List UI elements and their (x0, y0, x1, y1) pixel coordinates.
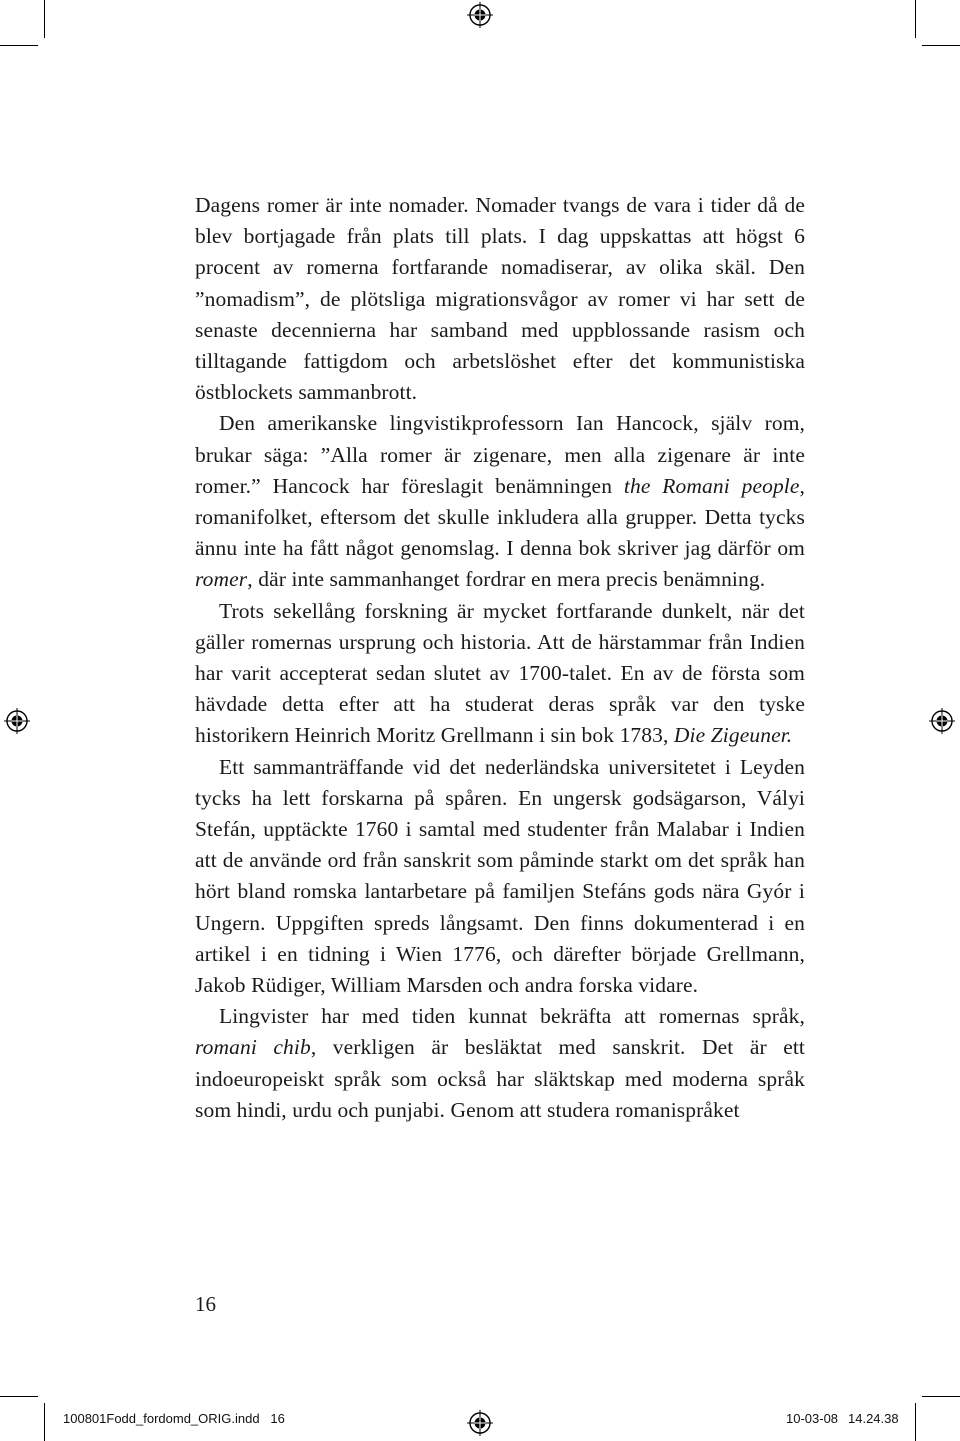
paragraph-1 (195, 190, 805, 408)
paragraph-text: Dagens romer är inte nomader. Nomader tvangs de vara i tider då de blev bortjagade från plats till plats. I dag uppskattas att högst 6 procent av romerna fortfarande nomadiserar, av olika skäl. Den ”nomadism”, de plötsliga migrationsvågor av romer vi har sett de senaste decennierna har samband med uppblossande rasism och tilltagande fattigdom och arbetslöshet efter det kommunistiska östblockets sammanbrott. (195, 193, 805, 405)
registration-mark-icon (467, 1410, 493, 1436)
registration-mark-icon (4, 708, 30, 734)
paragraph-2 (195, 408, 805, 595)
italic-term: romani chib (195, 1035, 311, 1060)
italic-book-title: Die Zigeuner. (673, 723, 793, 748)
body-text (195, 190, 805, 1126)
slug-filename: 100801Fodd_fordomd_ORIG.indd 16 (63, 1411, 285, 1426)
crop-mark-bottom-left (44, 1403, 45, 1441)
paragraph-3 (195, 596, 805, 752)
paragraph-text: Trots sekellång forskning är mycket fortfarande dunkelt, när det gäller romernas ursprung och historia. Att de härstammar från Indien har varit accepterat sedan slutet av 1700-talet. En av de första som hävdade detta efter att ha studerat deras språk var den tyske historikern Heinrich Moritz Grellmann i sin bok 1783, (195, 598, 805, 748)
crop-mark-bottom-right-h (922, 1396, 960, 1397)
crop-mark-top-left (44, 0, 45, 38)
crop-mark-top-left-h (0, 45, 38, 46)
registration-mark-icon (467, 2, 493, 28)
registration-mark-icon (929, 708, 955, 734)
page-number: 16 (195, 1292, 216, 1316)
crop-mark-bottom-left-h (0, 1396, 38, 1397)
paragraph-text: , där inte sammanhanget fordrar en mera precis benämning. (247, 567, 766, 592)
paragraph-text: , romanifolket, eftersom det skulle inkludera alla grupper. Detta tycks ännu inte ha fått något genomslag. I denna bok skriver jag därför om (195, 473, 805, 561)
paragraph-4 (195, 752, 805, 1002)
paragraph-text: Lingvister har med tiden kunnat bekräfta att romernas språk, (219, 1004, 805, 1029)
slug-time: 14.24.38 (848, 1411, 899, 1426)
crop-mark-top-right-h (922, 45, 960, 46)
italic-term: romer (195, 567, 248, 592)
paragraph-text: , verkligen är besläktat med sanskrit. Det är ett indoeuropeiskt språk som också har släktskap med moderna språk som hindi, urdu och punjabi. Genom att studera romanispråket (195, 1035, 806, 1122)
italic-term: the Romani people (623, 473, 800, 498)
slug-date: 10-03-08 (786, 1411, 839, 1426)
crop-mark-top-right (915, 0, 916, 38)
paragraph-5 (195, 1001, 805, 1126)
crop-mark-bottom-right (915, 1403, 916, 1441)
paragraph-text: Den amerikanske lingvistikprofessorn Ian Hancock, själv rom, brukar säga: ”Alla romer är zigenare, men alla zigenare är inte romer.” Hancock har föreslagit benämningen (195, 411, 805, 498)
paragraph-text: Ett sammanträffande vid det nederländska universitetet i Leyden tycks ha lett forskarna på spåren. En ungersk godsägarson, Vályi Stefán, upptäckte 1760 i samtal med studenter från Malabar i Indien att de använde ord från sanskrit som påminde starkt om det språk han hört bland romska lantarbetare på familjen Stefáns gods nära Gyór i Ungern. Uppgiften spreds långsamt. Den finns dokumenterad i en artikel i en tidning i Wien 1776, och därefter började Grellmann, Jakob Rüdiger, William Marsden och andra forska vidare. (195, 754, 805, 998)
